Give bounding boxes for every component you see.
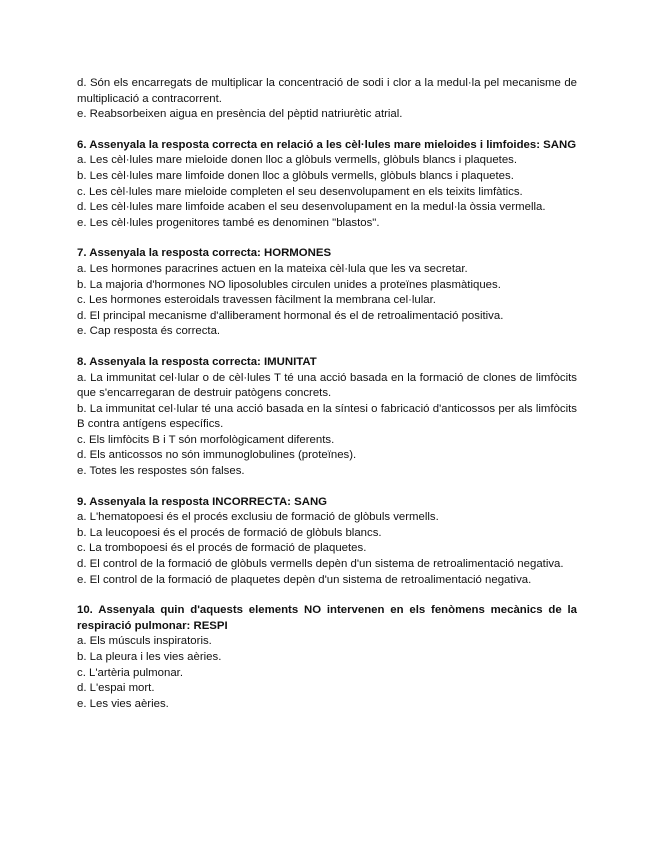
option: a. L'hematopoesi és el procés exclusiu de formació de glòbuls vermells.: [77, 511, 439, 524]
option: e. Totes les respostes són falses.: [77, 465, 245, 478]
intro-options: [77, 76, 577, 123]
option: c. Les cèl·lules mare mieloide completen el seu desenvolupament en els teixits limfàtics.: [77, 185, 523, 198]
question-6: [77, 138, 577, 232]
option: c. L'artèria pulmonar.: [77, 666, 184, 679]
question-title: 7. Assenyala la resposta correcta: HORMONES: [77, 247, 332, 260]
option: d. L'espai mort.: [77, 682, 155, 695]
option: e. Les vies aèries.: [77, 697, 169, 710]
option: e. Cap resposta és correcta.: [77, 325, 221, 338]
question-8: [77, 355, 577, 480]
option: e. Les cèl·lules progenitores també es denominen "blastos".: [77, 216, 380, 229]
option: e. Reabsorbeixen aigua en presència del pèptid natriurètic atrial.: [77, 108, 403, 121]
option: d. Les cèl·lules mare limfoide acaben el seu desenvolupament en la medul·la òssia vermella.: [77, 201, 546, 214]
option: d. Els anticossos no són immunoglobulines (proteïnes).: [77, 449, 357, 462]
question-7: [77, 246, 577, 340]
option: b. Les cèl·lules mare limfoide donen lloc a glòbuls vermells, glòbuls blancs i plaquetes.: [77, 169, 514, 182]
option: b. La pleura i les vies aèries.: [77, 651, 222, 663]
option: b. La immunitat cel·lular té una acció basada en la síntesi o fabricació d'anticossos per als limfòcits B contra antígens específics.: [77, 402, 577, 431]
option: b. La majoria d'hormones NO liposolubles circulen unides a proteïnes plasmàtiques.: [77, 278, 501, 291]
option: c. La trombopoesi és el procés de formació de plaquetes.: [77, 542, 367, 555]
option: e. El control de la formació de plaquetes depèn d'un sistema de retroalimentació negativa.: [77, 573, 532, 586]
option: a. Les cèl·lules mare mieloide donen lloc a glòbuls vermells, glòbuls blancs i plaquetes.: [77, 154, 518, 167]
document-page: [77, 76, 577, 712]
question-title: 9. Assenyala la resposta INCORRECTA: SANG: [77, 495, 328, 508]
option: c. Els limfòcits B i T són morfològicament diferents.: [77, 433, 335, 446]
question-9: [77, 495, 577, 589]
option: c. Les hormones esteroidals travessen fàcilment la membrana cel·lular.: [77, 294, 436, 307]
question-10: [77, 603, 577, 712]
option: d. El control de la formació de glòbuls vermells depèn d'un sistema de retroalimentació negativa.: [77, 558, 564, 571]
option: a. Els músculs inspiratoris.: [77, 635, 212, 648]
option: a. La immunitat cel·lular o de cèl·lules T té una acció basada en la formació de clones de limfòcits que s'encarregaran de destruir patògens concrets.: [77, 371, 577, 400]
option: d. El principal mecanisme d'alliberament hormonal és el de retroalimentació positiva.: [77, 309, 504, 322]
question-title: 10. Assenyala quin d'aquests elements NO intervenen en els fenòmens mecànics de la respiració pulmonar: RESPI: [77, 604, 577, 632]
question-title: 8. Assenyala la resposta correcta: IMUNITAT: [77, 355, 317, 368]
option: a. Les hormones paracrines actuen en la mateixa cèl·lula que les va secretar.: [77, 262, 468, 275]
option: b. La leucopoesi és el procés de formació de glòbuls blancs.: [77, 526, 382, 539]
question-title: 6. Assenyala la resposta correcta en relació a les cèl·lules mare mieloides i limfoides: SANG: [77, 138, 577, 151]
option: d. Són els encarregats de multiplicar la concentració de sodi i clor a la medul·la pel mecanisme de multiplicació a contracorrent.: [77, 77, 577, 105]
